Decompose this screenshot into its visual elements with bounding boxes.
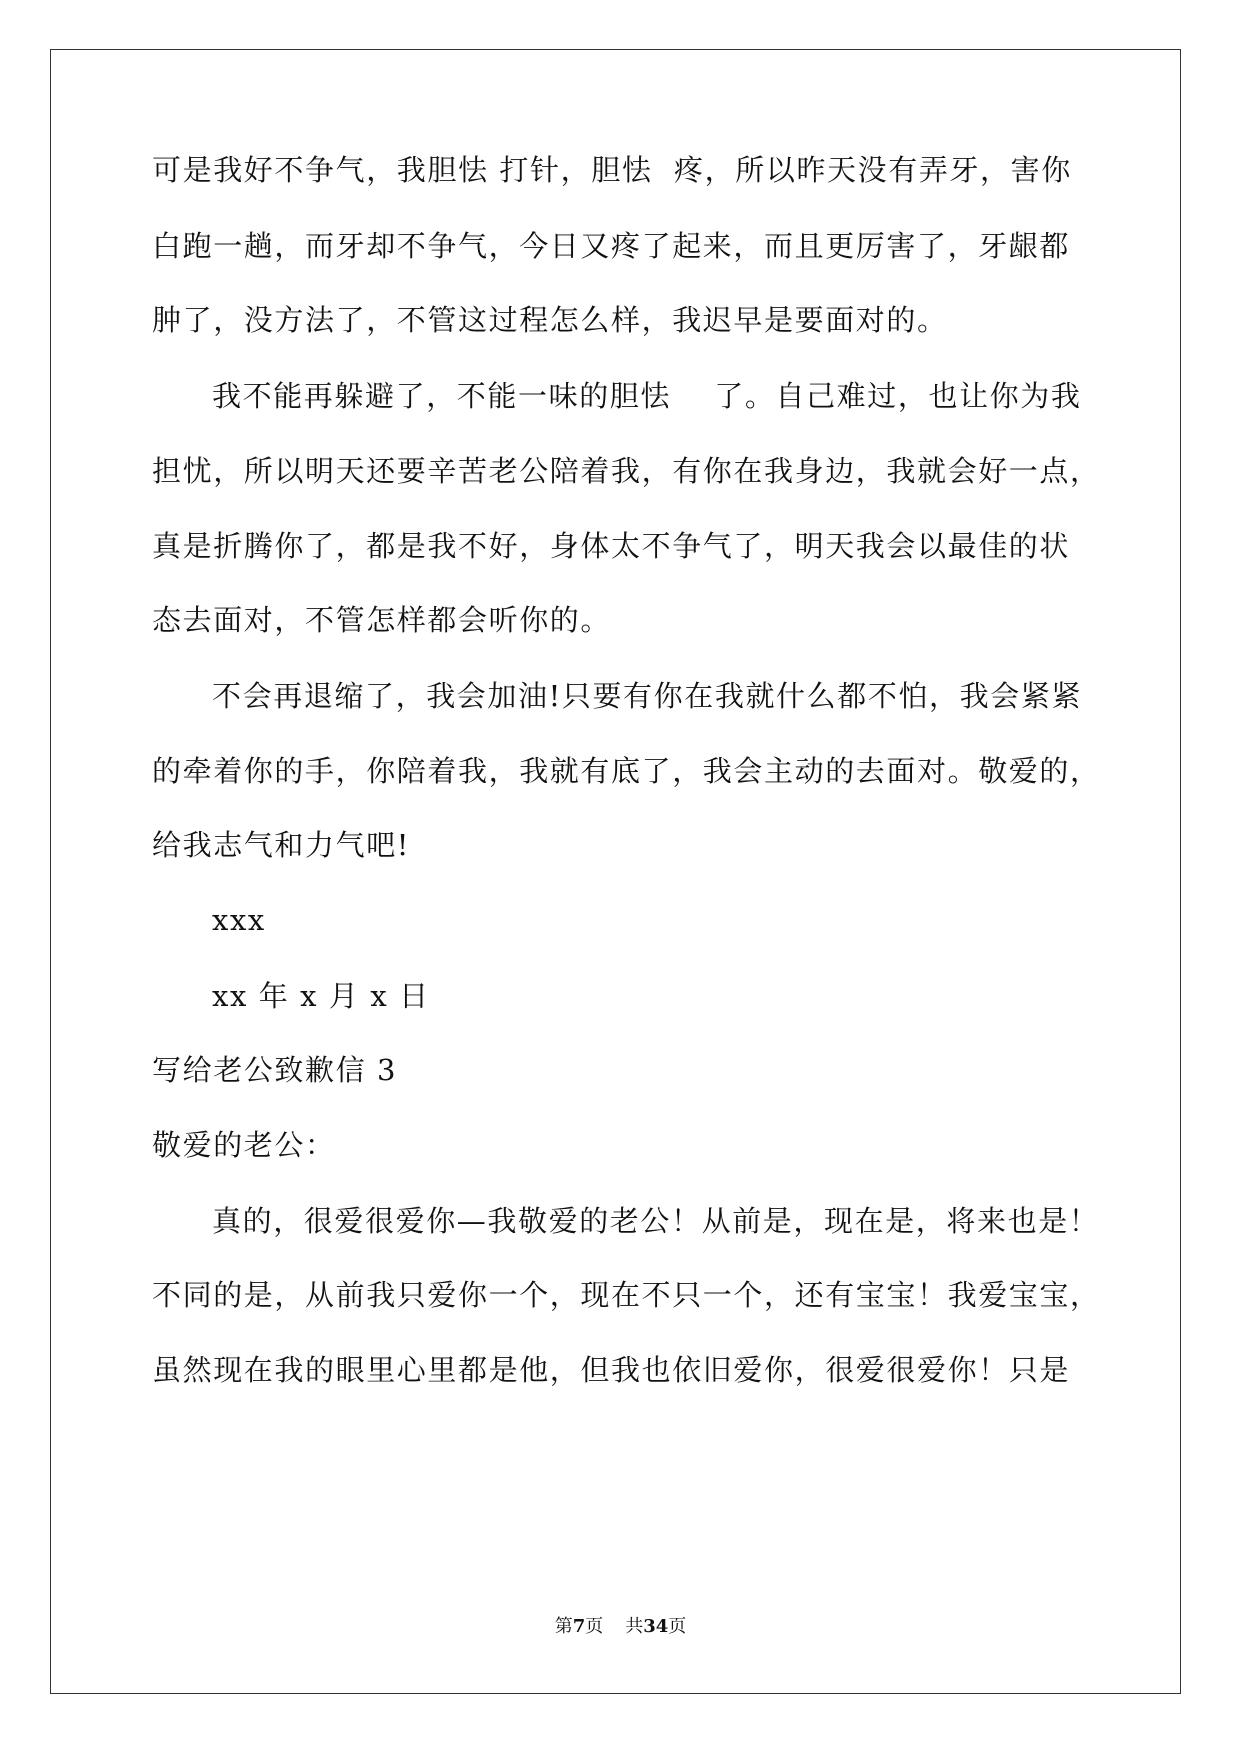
signature-date: xx 年 x 月 x 日 bbox=[212, 979, 430, 1013]
body-line-7: 态去面对，不管怎样都会听你的。 bbox=[152, 603, 612, 637]
body-line-10: 给我志气和力气吧! bbox=[152, 828, 411, 862]
body-line-4: 我不能再躲避了，不能一味的胆怯 了。自己难过，也让你为我 bbox=[212, 379, 1082, 413]
signature-name: xxx bbox=[212, 903, 266, 937]
footer-total-pages: 34 bbox=[643, 1616, 669, 1637]
footer-page-number: 7 bbox=[572, 1616, 586, 1637]
body-line-2: 白跑一趟，而牙却不争气，今日又疼了起来，而且更厉害了，牙龈都 bbox=[152, 229, 1071, 263]
salutation: 敬爱的老公： bbox=[152, 1128, 336, 1162]
body-line-9: 的牵着你的手，你陪着我，我就有底了，我会主动的去面对。敬爱的， bbox=[152, 754, 1101, 788]
body-line-3: 肿了，没方法了，不管这过程怎么样，我迟早是要面对的。 bbox=[152, 303, 948, 337]
body-line-1: 可是我好不争气，我胆怯 打针，胆怯 疼，所以昨天没有弄牙，害你 bbox=[152, 153, 1072, 187]
footer-total-suffix: 页 bbox=[668, 1616, 687, 1637]
section-title: 写给老公致歉信 3 bbox=[152, 1053, 398, 1087]
body-line-5: 担忧，所以明天还要辛苦老公陪着我，有你在我身边，我就会好一点， bbox=[152, 454, 1101, 488]
body-line-12: 不同的是，从前我只爱你一个，现在不只一个，还有宝宝！我爱宝宝， bbox=[152, 1278, 1101, 1312]
body-line-6: 真是折腾你了，都是我不好，身体太不争气了，明天我会以最佳的状 bbox=[152, 529, 1071, 563]
body-line-8: 不会再退缩了，我会加油!只要有你在我就什么都不怕，我会紧紧 bbox=[212, 679, 1083, 713]
page-border bbox=[50, 49, 1181, 1694]
footer-total-prefix: 共 bbox=[625, 1616, 644, 1637]
footer-page-suffix: 页 bbox=[585, 1616, 604, 1637]
body-line-13: 虽然现在我的眼里心里都是他，但我也依旧爱你，很爱很爱你！只是 bbox=[152, 1353, 1071, 1387]
body-line-11: 真的，很爱很爱你—我敬爱的老公！从前是，现在是，将来也是！ bbox=[212, 1204, 1100, 1238]
footer-page-prefix: 第 bbox=[554, 1616, 573, 1637]
page-footer bbox=[0, 1615, 1241, 1639]
